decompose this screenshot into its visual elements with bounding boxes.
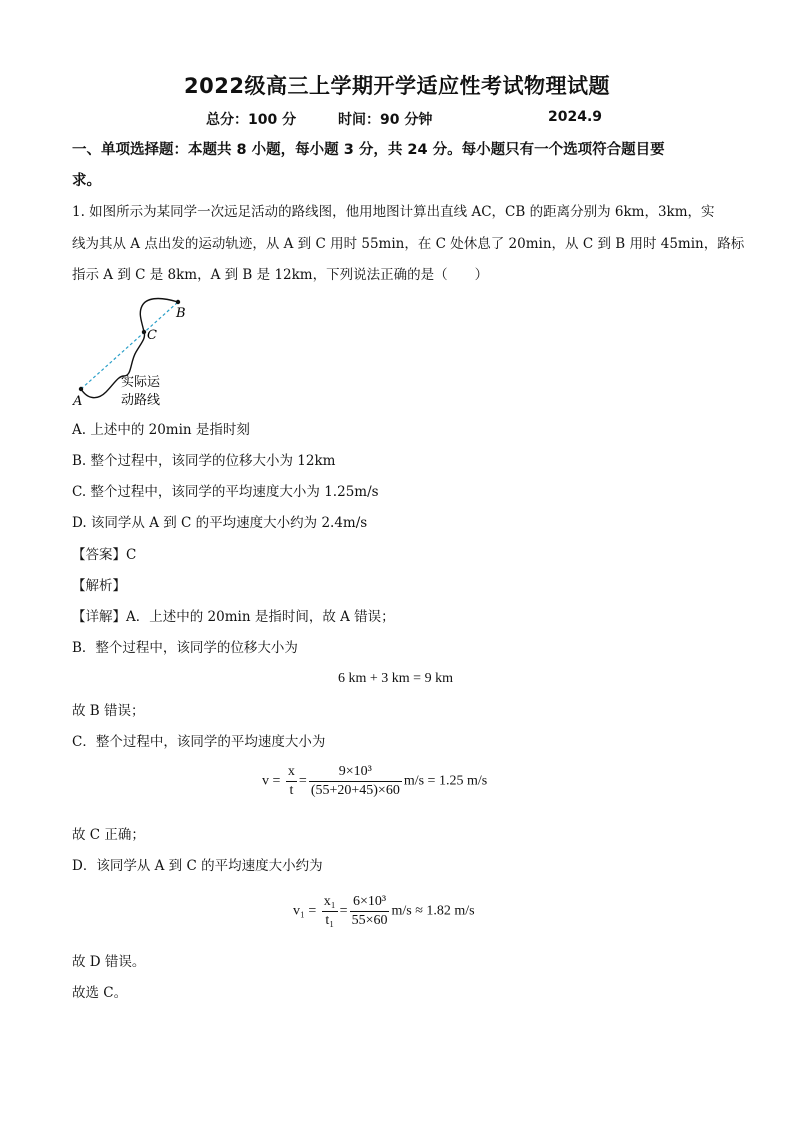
page-title: 2022级高三上学期开学适应性考试物理试题 — [184, 74, 610, 98]
point-a — [79, 387, 83, 391]
label-c: C — [147, 328, 157, 343]
analysis-heading: 【解析】 — [72, 578, 126, 594]
eq-c-fraction-values: $\frac{\text{9×10³}}{(55+20+45)\times 60}$ — [310, 764, 400, 798]
option-a: A. 上述中的 20min 是指时刻 — [72, 422, 250, 438]
question-stem-line2: 线为其从 A 点出发的运动轨迹，从 A 到 C 用时 55min，在 C 处休息了 20min，从 C 到 B 用时 45min，路标 — [72, 236, 745, 252]
eq-d-fraction-values: $\frac{\text{6×10³}}{55\times 60}$ — [351, 894, 388, 928]
eq-d-lhs: v₁ = — [293, 903, 320, 919]
label-b: B — [176, 306, 186, 321]
eq-c-fraction-x-over-t: $\frac{x}{t}$ — [287, 764, 295, 798]
question-stem-line1: 1. 如图所示为某同学一次远足活动的路线图，他用地图计算出直线 AC，CB 的距离分别为 6km，3km，实 — [72, 204, 715, 220]
detail-option-c-conclusion: 故 C 正确； — [72, 827, 145, 843]
point-b — [176, 300, 180, 304]
section-heading-line1: 一、单项选择题：本题共 8 小题，每小题 3 分，共 24 分。每小题只有一个选项符合题目要 — [72, 142, 665, 158]
final-conclusion: 故选 C。 — [72, 985, 128, 1001]
equation-average-velocity: v = $\frac{x}{t}$ = $\frac{\text{9×10³}}{(55+20+45)\times 60}$ m/s = 1.25 m/s — [262, 764, 488, 798]
detail-option-a: 【详解】A．上述中的 20min 是指时间，故 A 错误； — [72, 609, 395, 625]
section-heading-line2: 求。 — [72, 173, 101, 189]
label-a: A — [73, 394, 83, 409]
detail-option-b: B．整个过程中，该同学的位移大小为 — [72, 640, 298, 656]
detail-option-c: C．整个过程中，该同学的平均速度大小为 — [72, 734, 326, 750]
eq-d-fraction-x1-over-t1: $\frac{\text{x₁}}{\text{t₁}}$ — [323, 894, 336, 928]
eq-c-rhs: m/s = 1.25 m/s — [403, 773, 488, 789]
equation-average-velocity-ac: v₁ = $\frac{\text{x₁}}{\text{t₁}}$ = $\frac{\text{6×10³}}{55\times 60}$ m/s ≈ 1.82 m/s — [293, 894, 475, 928]
exam-date: 2024.9 — [548, 109, 603, 125]
option-b: B. 整个过程中，该同学的位移大小为 12km — [72, 453, 336, 469]
question-stem-line3: 指示 A 到 C 是 8km，A 到 B 是 12km，下列说法正确的是（ ） — [72, 267, 489, 283]
point-c — [142, 330, 146, 334]
exam-time: 时间：90 分钟 — [338, 112, 433, 128]
option-c: C. 整个过程中，该同学的平均速度大小为 1.25m/s — [72, 484, 379, 500]
detail-option-b-conclusion: 故 B 错误； — [72, 703, 145, 719]
option-d: D. 该同学从 A 到 C 的平均速度大小约为 2.4m/s — [72, 515, 368, 531]
eq-c-lhs: v = — [262, 773, 284, 789]
eq-d-rhs: m/s ≈ 1.82 m/s — [391, 903, 475, 919]
route-diagram — [66, 292, 206, 412]
equation-displacement: 6 km + 3 km = 9 km — [338, 671, 453, 686]
detail-option-d-conclusion: 故 D 错误。 — [72, 954, 146, 970]
route-caption-line1: 实际运 — [121, 375, 161, 390]
answer: 【答案】C — [72, 547, 137, 563]
detail-option-d: D．该同学从 A 到 C 的平均速度大小约为 — [72, 858, 323, 874]
total-score: 总分：100 分 — [206, 112, 297, 128]
route-caption-line2: 动路线 — [121, 393, 161, 408]
